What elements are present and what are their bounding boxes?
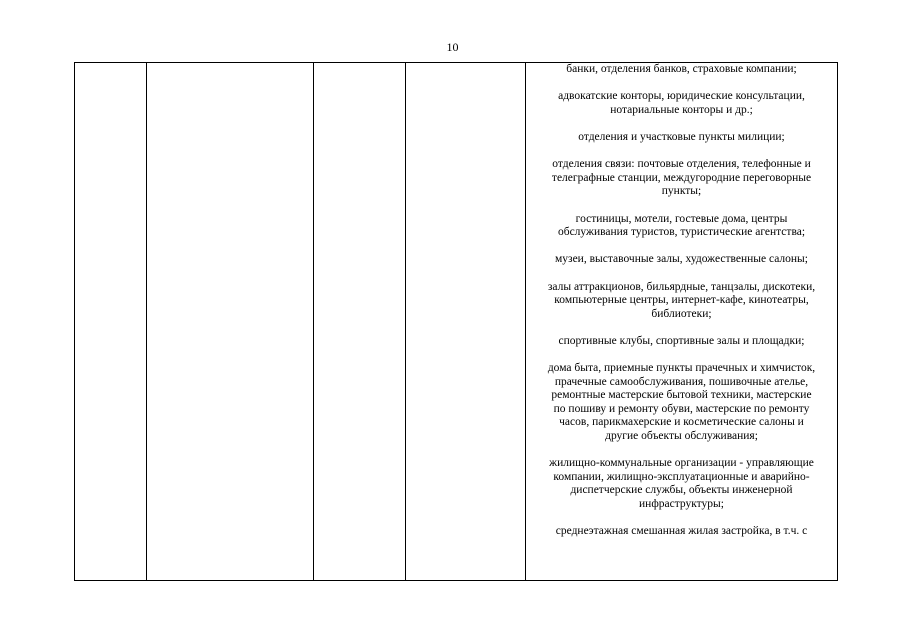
list-item: отделения и участковые пункты милиции; <box>578 130 785 143</box>
list-item: спортивные клубы, спортивные залы и площадки; <box>558 334 805 347</box>
list-item: залы аттракционов, бильярдные, танцзалы, дискотеки, компьютерные центры, интернет-кафе, кинотеатры, библиотеки; <box>547 280 816 320</box>
table-cell-col-4 <box>406 63 526 581</box>
list-item: банки, отделения банков, страховые компании; <box>566 63 797 75</box>
list-item: гостиницы, мотели, гостевые дома, центры обслуживания туристов, туристические агентства; <box>557 212 806 239</box>
list-item: жилищно-коммунальные организации - управляющие компании, жилищно-эксплуатационные и аварийно- диспетчерские службы, объекты инженерной инфраструктуры; <box>549 457 814 510</box>
list-item: дома быта, приемные пункты прачечных и химчисток, прачечные самообслуживания, пошивочные ателье, ремонтные мастерские бытовой техники, мастерские по пошиву и ремонту обуви, мастерские по ремонту часов, парикмахерские и косметические салоны и другие объекты обслуживания; <box>547 362 816 443</box>
list-item: отделения связи: почтовые отделения, телефонные и телеграфные станции, междугородние переговорные пункты; <box>551 158 812 198</box>
list-item: адвокатские конторы, юридические консультации, нотариальные конторы и др.; <box>558 90 805 116</box>
list-item: среднеэтажная смешанная жилая застройка, в т.ч. с <box>555 525 808 538</box>
table-cell-col-5 <box>526 63 838 581</box>
table-cell-col-1 <box>75 63 147 581</box>
list-item: музеи, выставочные залы, художественные салоны; <box>555 253 808 266</box>
table-row <box>75 63 838 581</box>
document-table <box>74 62 838 581</box>
table-cell-col-3 <box>314 63 406 581</box>
page-number: 10 <box>446 40 459 54</box>
table-cell-col-2 <box>147 63 314 581</box>
